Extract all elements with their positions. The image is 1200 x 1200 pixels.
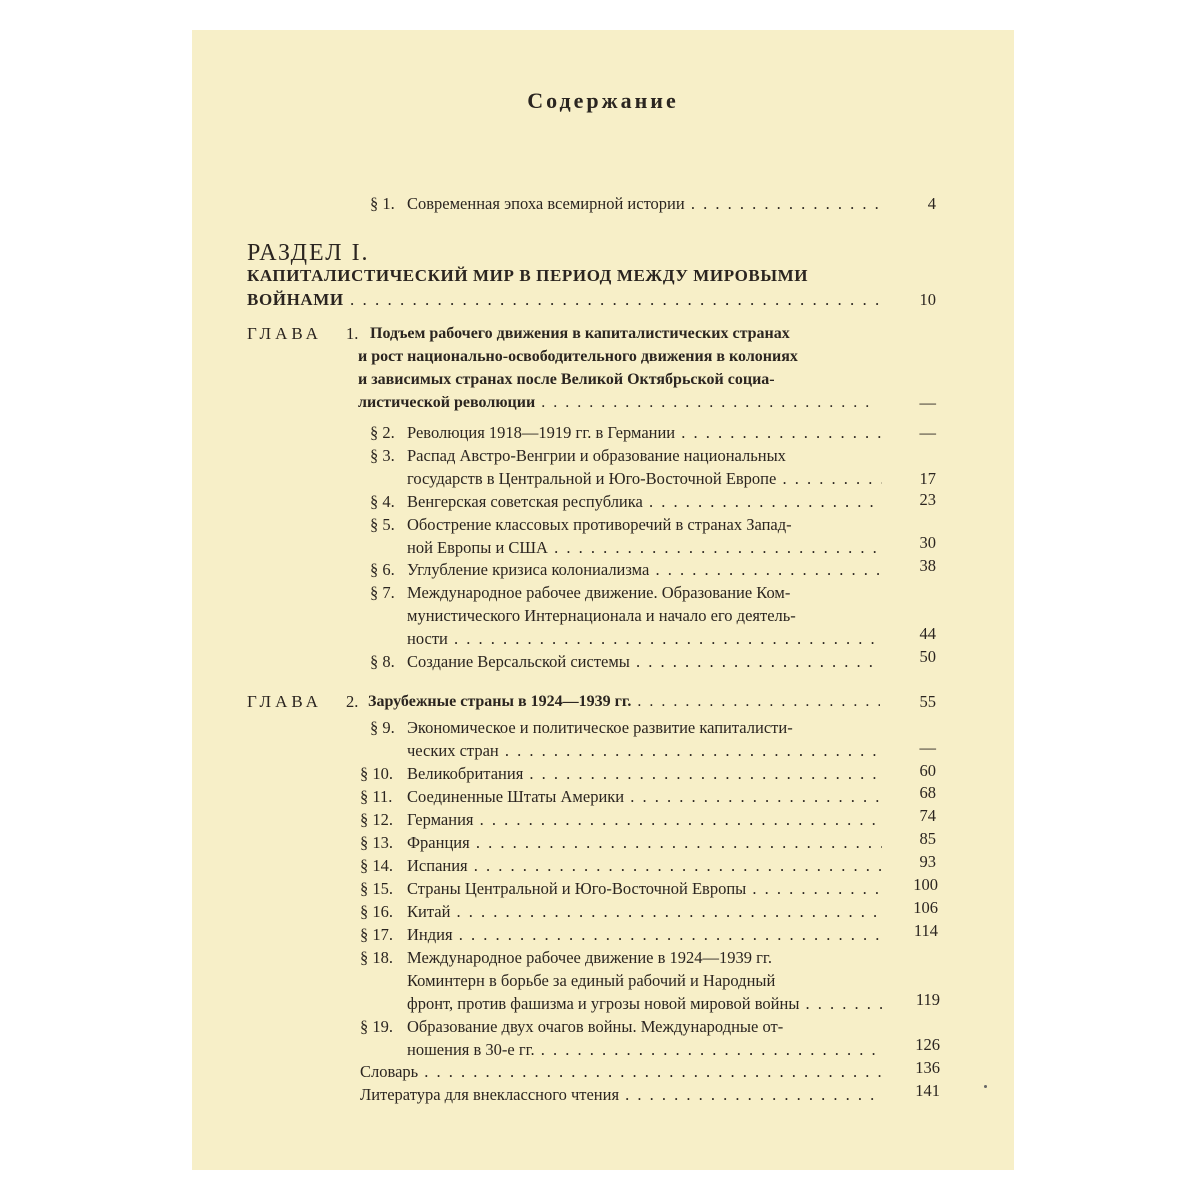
- toc-num: § 14.: [360, 856, 393, 875]
- chapter-title-line: Зарубежные страны в 1924—1939 гг. . . .: [368, 690, 880, 713]
- section-heading: РАЗДЕЛ I.: [247, 240, 370, 266]
- toc-entry-text: Экономическое и политическое развитие капиталисти-: [407, 718, 793, 737]
- toc-num: § 7.: [370, 583, 395, 602]
- chapter-num: 1.: [346, 324, 359, 343]
- toc-entry-text: Революция 1918—1919 гг. в Германии . . .: [407, 421, 882, 444]
- toc-num: § 2.: [370, 423, 395, 442]
- toc-entry-text: фронт, против фашизма и угрозы новой мировой войны . . .: [407, 992, 882, 1015]
- chapter-num: 2.: [346, 692, 359, 711]
- toc-entry-text: Коминтерн в борьбе за единый рабочий и Народный: [407, 971, 776, 990]
- toc-entry-text: Венгерская советская республика . . .: [407, 490, 882, 513]
- chapter-title-line: листической революции . . .: [358, 391, 878, 414]
- toc-page: 136: [915, 1058, 940, 1077]
- toc-num: § 19.: [360, 1017, 393, 1036]
- toc-page: 114: [913, 921, 938, 940]
- toc-page: 85: [919, 829, 936, 848]
- toc-entry-text: Великобритания . . .: [407, 762, 882, 785]
- toc-entry-text: ческих стран . . .: [407, 739, 882, 762]
- chapter-title-line: Подъем рабочего движения в капиталистических странах: [370, 325, 790, 342]
- toc-num: § 10.: [360, 764, 393, 783]
- toc-page: 17: [919, 469, 936, 488]
- print-speck: [984, 1085, 987, 1088]
- toc-num: § 5.: [370, 515, 395, 534]
- toc-num: § 11.: [360, 787, 393, 806]
- toc-entry-text: Международное рабочее движение. Образование Ком-: [407, 583, 791, 602]
- section-title-line: КАПИТАЛИСТИЧЕСКИЙ МИР В ПЕРИОД МЕЖДУ МИРОВЫМИ: [247, 266, 809, 285]
- toc-num: § 18.: [360, 948, 393, 967]
- toc-page: 74: [919, 806, 936, 825]
- toc-entry-text: Углубление кризиса колониализма . . .: [407, 558, 882, 581]
- toc-entry-text: Страны Центральной и Юго-Восточной Европы . . .: [407, 877, 882, 900]
- toc-page: 38: [919, 556, 936, 575]
- toc-entry-text: Китай . . .: [407, 900, 882, 923]
- toc-page: 44: [919, 624, 936, 643]
- toc-page: 93: [919, 852, 936, 871]
- toc-page: 106: [913, 898, 938, 917]
- toc-entry-text: ности . . .: [407, 627, 882, 650]
- chapter-title-line: и рост национально-освободительного движения в колониях: [358, 348, 798, 365]
- toc-page: 68: [919, 783, 936, 802]
- toc-entry-text: Современная эпоха всемирной истории . . .: [407, 192, 882, 215]
- toc-num: § 6.: [370, 560, 395, 579]
- toc-entry-text: Индия . . .: [407, 923, 882, 946]
- toc-entry-text: ношения в 30-е гг. . . .: [407, 1038, 882, 1061]
- toc-page: 119: [915, 990, 940, 1009]
- toc-entry-text: ной Европы и США . . .: [407, 536, 882, 559]
- toc-page: 126: [915, 1035, 940, 1054]
- toc-page: 100: [913, 875, 938, 894]
- toc-entry-text: Распад Австро-Венгрии и образование национальных: [407, 446, 786, 465]
- toc-page: 23: [919, 490, 936, 509]
- toc-page: 10: [919, 290, 936, 309]
- toc-page: 141: [915, 1081, 940, 1100]
- toc-num: § 9.: [370, 718, 395, 737]
- toc-num: § 4.: [370, 492, 395, 511]
- toc-page: —: [919, 738, 936, 757]
- toc-page: —: [919, 393, 936, 412]
- toc-page: 60: [919, 761, 936, 780]
- toc-entry-text: Обострение классовых противоречий в странах Запад-: [407, 515, 792, 534]
- toc-entry-text: Франция . . .: [407, 831, 882, 854]
- toc-entry-text: Литература для внеклассного чтения . . .: [360, 1083, 882, 1106]
- toc-num: § 17.: [360, 925, 393, 944]
- toc-entry-text: Словарь . . .: [360, 1060, 882, 1083]
- chapter-label: ГЛАВА: [247, 692, 322, 711]
- toc-num: § 1.: [370, 194, 395, 213]
- toc-num: § 12.: [360, 810, 393, 829]
- toc-entry-text: Германия . . .: [407, 808, 882, 831]
- chapter-title-line: и зависимых странах после Великой Октябрьской социа-: [358, 371, 775, 388]
- toc-num: § 3.: [370, 446, 395, 465]
- toc-num: § 15.: [360, 879, 393, 898]
- toc-page: 50: [919, 647, 936, 666]
- toc-entry-text: Испания . . .: [407, 854, 882, 877]
- toc-entry-text: Создание Версальской системы . . .: [407, 650, 882, 673]
- page-title: Содержание: [527, 88, 679, 113]
- toc-entry-text: Соединенные Штаты Америки . . .: [407, 785, 882, 808]
- toc-page: —: [919, 423, 936, 442]
- toc-entry-text: мунистического Интернационала и начало его деятель-: [407, 606, 796, 625]
- toc-num: § 16.: [360, 902, 393, 921]
- toc-entry-text: Международное рабочее движение в 1924—1939 гг.: [407, 948, 772, 967]
- toc-num: § 8.: [370, 652, 395, 671]
- toc-num: § 13.: [360, 833, 393, 852]
- section-title-line: ВОЙНАМИ . . .: [247, 288, 882, 311]
- toc-page: 55: [919, 692, 936, 711]
- toc-page: 4: [927, 194, 936, 213]
- toc-entry-text: Образование двух очагов войны. Международные от-: [407, 1017, 784, 1036]
- toc-entry-text: государств в Центральной и Юго-Восточной Европе . . .: [407, 467, 882, 490]
- chapter-label: ГЛАВА: [247, 324, 322, 343]
- toc-page: 30: [919, 533, 936, 552]
- book-page: [192, 30, 1014, 1170]
